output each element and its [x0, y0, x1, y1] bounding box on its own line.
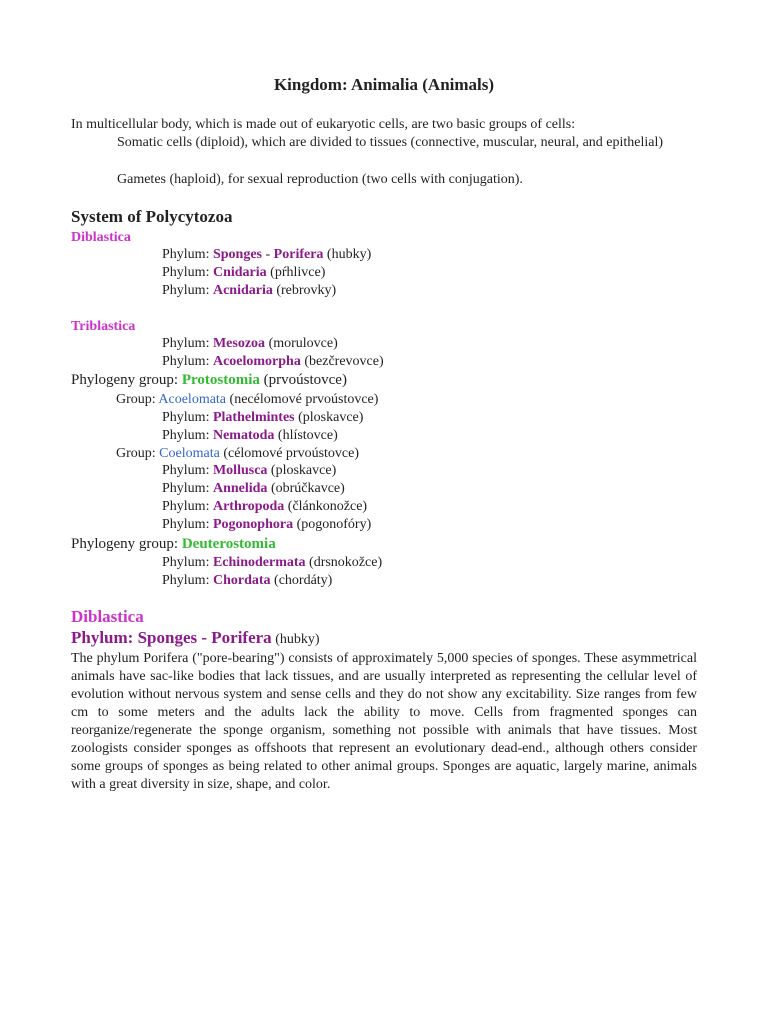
phylum-label: Phylum:: [162, 336, 213, 351]
phylogeny-line-protostomia: [71, 371, 347, 389]
phylum-label: Phylum:: [162, 555, 213, 570]
phylum-label: Phylum:: [162, 517, 213, 532]
phylum-line-acoelomorpha: [162, 353, 384, 371]
phylum-note: (rebrovky): [272, 283, 337, 298]
phylogeny-name: Protostomia: [181, 372, 260, 388]
phylum-note: (pogonofóry): [293, 517, 372, 532]
phylum-label: Phylum:: [162, 247, 213, 262]
group-name: Acoelomata: [158, 392, 227, 407]
phylogeny-note: (prvoústovce): [259, 372, 347, 388]
intro-item-somatic: Somatic cells (diploid), which are divided to tissues (connective, muscular, neural, and epithelial): [117, 135, 664, 150]
group-line-coelomata: [116, 445, 359, 463]
phylum-note: (ploskavce): [267, 463, 337, 478]
phylum-note: (drsnokožce): [305, 555, 383, 570]
phylum-label: Phylum:: [162, 573, 213, 588]
phylum-line-sponges: [162, 246, 371, 264]
section-body-text: The phylum Porifera ("pore-bearing") consists of approximately 5,000 species of sponges. These asymmetrical animals have sac-like bodies that lack tissues, and are usually interpreted as representing the cellular level of evolution without nervous system and sense cells and they do not show any excitability. Size ranges from few cm to some meters and the adults lack the ability to move. Cells from fragmented sponges can reorganize/regenerate the sponge organism, something not possible with animals that have tissues. Most zoologists consider sponges as offshoots that represent an evolutionary dead-end., although others consider some groups of sponges as being related to other animal groups. Sponges are aquatic, largely marine, animals with a great diversity in size, shape, and color.: [71, 651, 697, 792]
phylum-name: Plathelmintes: [212, 410, 295, 425]
phylum-name: Annelida: [212, 481, 268, 496]
phylum-note: (hubky): [323, 247, 372, 262]
system-heading: System of Polycytozoa: [71, 207, 233, 226]
phylum-line-annelida: [162, 480, 345, 498]
phylum-label: Phylum:: [162, 428, 213, 443]
group-note: (necélomové prvoústovce): [226, 392, 379, 407]
phylum-name: Acnidaria: [212, 283, 273, 298]
page-title: Kingdom: Animalia (Animals): [273, 75, 495, 94]
phylogeny-label: Phylogeny group:: [71, 372, 182, 388]
phylum-note: (bezčrevovce): [300, 354, 384, 369]
triblastica-heading: Triblastica: [71, 319, 136, 334]
phylum-line-acnidaria: [162, 282, 336, 300]
phylum-line-nematoda: [162, 427, 338, 445]
phylum-label: Phylum:: [162, 410, 213, 425]
phylum-note: (obrúčkavce): [267, 481, 345, 496]
phylum-label: Phylum:: [162, 499, 213, 514]
phylum-line-pogonophora: [162, 516, 371, 534]
group-name: Coelomata: [159, 446, 220, 461]
section-heading: Diblastica: [71, 607, 144, 626]
phylum-name-alt: Porifera: [273, 247, 324, 262]
phylum-name: Acoelomorpha: [212, 354, 301, 369]
intro-item-gametes: Gametes (haploid), for sexual reproduction (two cells with conjugation).: [117, 172, 523, 187]
phylum-label: Phylum:: [162, 463, 213, 478]
group-note: (célomové prvoústovce): [219, 446, 360, 461]
section-phylum-heading: [71, 628, 320, 650]
phylum-label: Phylum:: [162, 283, 213, 298]
group-label: Group:: [116, 446, 160, 461]
phylogeny-line-deuterostomia: [71, 535, 276, 553]
phylum-note: (chordáty): [270, 573, 333, 588]
phylum-name: Sponges: [212, 247, 262, 262]
phylogeny-name: Deuterostomia: [181, 536, 276, 552]
phylum-label: Phylum:: [162, 354, 213, 369]
phylum-name: Arthropoda: [212, 499, 285, 514]
phylum-name: Chordata: [212, 573, 271, 588]
phylum-line-plathelmintes: [162, 409, 363, 427]
phylum-name: Mollusca: [212, 463, 268, 478]
phylum-note: (morulovce): [265, 336, 338, 351]
phylum-note: (článkonožce): [284, 499, 368, 514]
phylum-line-arthropoda: [162, 498, 367, 516]
phylum-note: (ploskavce): [294, 410, 364, 425]
phylum-name: Cnidaria: [212, 265, 267, 280]
phylum-note: (hlístovce): [274, 428, 338, 443]
phylum-line-echinodermata: [162, 554, 382, 572]
phylum-line-cnidaria: [162, 264, 325, 282]
diblastica-heading: Diblastica: [71, 230, 131, 245]
group-line-acoelomata: [116, 391, 378, 409]
phylum-label: Phylum:: [162, 265, 213, 280]
phylum-line-chordata: [162, 572, 332, 590]
dash: -: [262, 247, 274, 262]
phylum-note: (pŕhlivce): [266, 265, 326, 280]
group-label: Group:: [116, 392, 159, 407]
phylum-name: Pogonophora: [212, 517, 294, 532]
phylum-name: Nematoda: [212, 428, 275, 443]
section-phylum-label: Phylum:: [71, 628, 138, 647]
intro-text: In multicellular body, which is made out of eukaryotic cells, are two basic groups of cells:: [71, 117, 576, 132]
phylogeny-label: Phylogeny group:: [71, 536, 182, 552]
section-phylum-name: Sponges - Porifera: [137, 628, 272, 647]
phylum-name: Mesozoa: [212, 336, 266, 351]
phylum-label: Phylum:: [162, 481, 213, 496]
phylum-line-mollusca: [162, 462, 336, 480]
phylum-name: Echinodermata: [212, 555, 306, 570]
phylum-line-mesozoa: [162, 335, 338, 353]
section-phylum-note: (hubky): [271, 632, 320, 647]
